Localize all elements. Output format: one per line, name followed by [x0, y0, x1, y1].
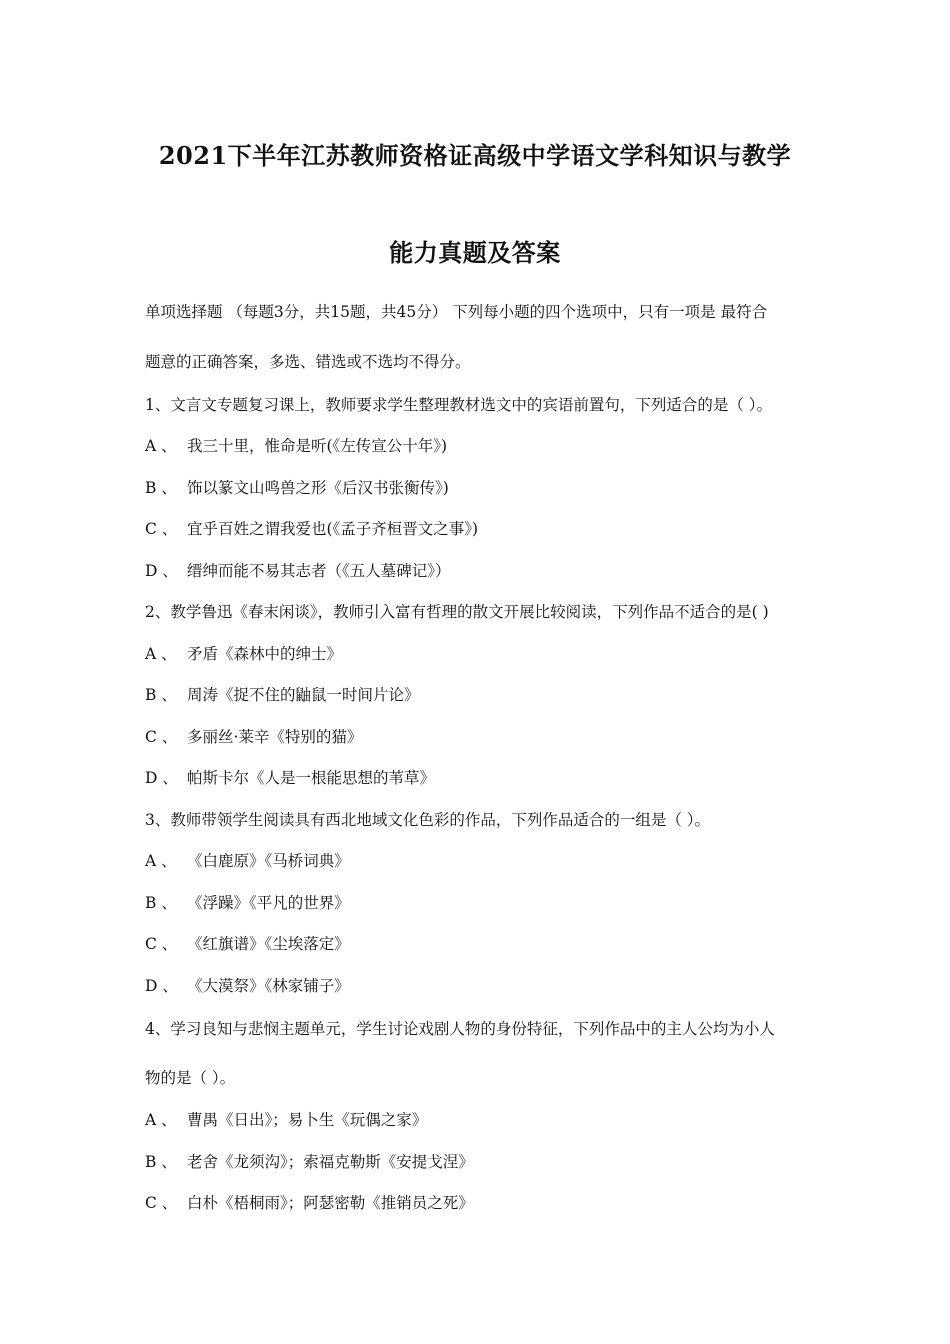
document-title-line-2: 能力真题及答案: [389, 238, 561, 267]
option-text: 《白鹿原》《马桥词典》: [187, 852, 350, 870]
instructions-line-2: 题意的正确答案，多选、错选或不选均不得分。: [145, 353, 471, 371]
option-text: 曹禺《日出》；易卜生《玩偶之家》: [187, 1111, 428, 1129]
instructions-line-1: 单项选择题 （每题3分，共15题，共45分） 下列每小题的四个选项中，只有一项是 最符合: [145, 303, 768, 321]
question-1-option-b: [145, 478, 449, 498]
question-1-stem: 1、文言文专题复习课上，教师要求学生整理教材选文中的宾语前置句，下列适合的是（ ）。: [145, 396, 773, 414]
question-2-option-a: [145, 644, 342, 664]
option-text: 宜乎百姓之谓我爱也(《孟子齐桓晋文之事》): [187, 520, 479, 538]
option-letter: B 、: [145, 686, 177, 704]
option-letter: B 、: [145, 1153, 177, 1171]
option-text: 周涛《捉不住的鼬鼠一时间片论》: [187, 686, 420, 704]
option-text: 矛盾《森林中的绅士》: [187, 645, 343, 663]
option-letter: A 、: [145, 437, 177, 455]
question-4-option-a: [145, 1110, 427, 1130]
option-letter: C 、: [145, 935, 178, 953]
option-letter: D 、: [145, 562, 178, 580]
question-4-stem-line-2: 物的是（ ）。: [145, 1069, 236, 1087]
option-text: 《浮躁》《平凡的世界》: [187, 894, 350, 912]
question-3-option-b: [145, 893, 350, 913]
question-3-option-a: [145, 851, 350, 871]
option-letter: B 、: [145, 894, 177, 912]
question-2-option-d: [145, 768, 435, 788]
question-3-option-c: [145, 934, 350, 954]
option-text: 《大漠祭》《林家铺子》: [187, 977, 350, 995]
question-4-option-b: [145, 1152, 474, 1172]
option-letter: A 、: [145, 852, 177, 870]
question-3-option-d: [145, 976, 350, 996]
option-text: 缙绅而能不易其志者（《五人墓碑记》）: [187, 562, 451, 580]
option-text: 《红旗谱》《尘埃落定》: [187, 935, 350, 953]
question-3-stem: 3、教师带领学生阅读具有西北地域文化色彩的作品，下列作品适合的一组是（ ）。: [145, 811, 711, 829]
option-text: 白朴《梧桐雨》；阿瑟密勒《推销员之死》: [187, 1194, 474, 1212]
document-title-line-1: 2021下半年江苏教师资格证高级中学语文学科知识与教学: [158, 141, 792, 170]
question-1-option-d: [145, 561, 451, 581]
question-4-stem-line-1: 4、学习良知与悲悯主题单元，学生讨论戏剧人物的身份特征，下列作品中的主人公均为小人: [145, 1020, 775, 1038]
option-letter: B 、: [145, 479, 177, 497]
question-2-stem: 2、教学鲁迅《春末闲谈》，教师引入富有哲理的散文开展比较阅读，下列作品不适合的是( ): [145, 603, 769, 621]
option-text: 多丽丝·莱辛《特别的猫》: [187, 728, 363, 746]
question-2-option-b: [145, 685, 420, 705]
option-letter: D 、: [145, 769, 178, 787]
question-1-option-a: [145, 436, 447, 456]
question-4-option-c: [145, 1193, 474, 1213]
option-text: 帕斯卡尔《人是一根能思想的苇草》: [187, 769, 436, 787]
option-letter: D 、: [145, 977, 178, 995]
question-2-option-c: [145, 727, 362, 747]
option-letter: A 、: [145, 1111, 177, 1129]
option-letter: C 、: [145, 1194, 178, 1212]
option-letter: C 、: [145, 520, 178, 538]
option-text: 老舍《龙须沟》；索福克勒斯《安提戈涅》: [187, 1153, 474, 1171]
option-text: 饰以篆文山鸣兽之形《后汉书张衡传》): [187, 479, 449, 497]
question-1-option-c: [145, 519, 478, 539]
option-text: 我三十里，惟命是听(《左传宣公十年》): [187, 437, 448, 455]
option-letter: A 、: [145, 645, 177, 663]
option-letter: C 、: [145, 728, 178, 746]
